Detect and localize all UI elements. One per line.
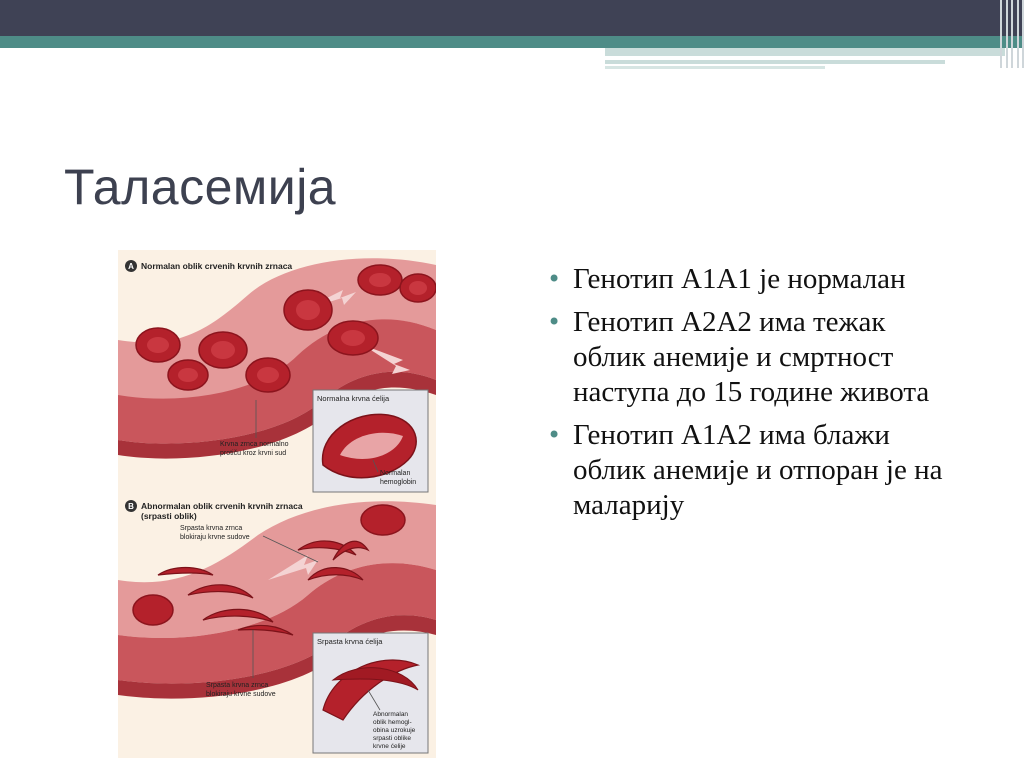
- panel-b-marker: B: [128, 502, 134, 511]
- header-vertical-lines: [998, 0, 1024, 68]
- bullet-dot-icon: •: [547, 265, 562, 293]
- red-blood-cell: [133, 595, 173, 625]
- panel-a-inset-label-2: hemoglobin: [380, 479, 417, 486]
- red-blood-cell: [361, 505, 405, 535]
- panel-a-marker: A: [128, 262, 134, 271]
- panel-a-inset-title: Normalna krvna ćelija: [317, 394, 390, 403]
- panel-b-callout-bottom-2: blokiraju krvne sudove: [206, 691, 276, 698]
- panel-b-inset-title: Srpasta krvna ćelija: [317, 637, 383, 646]
- bullet-list: [545, 262, 965, 531]
- bullet-item: [545, 262, 965, 297]
- slide-title: Таласемија: [64, 159, 337, 215]
- header-teal-band: [0, 36, 1024, 48]
- bullet-item: [545, 418, 965, 523]
- header-light-strip: [605, 48, 1005, 56]
- panel-b-inset-label-3: obina uzrokuje: [373, 727, 416, 734]
- bullet-dot-icon: •: [547, 308, 562, 336]
- panel-a-callout-line2: protiču kroz krvni sud: [220, 450, 287, 457]
- panel-a-callout-line1: Krvna zrnca normalno: [220, 441, 289, 448]
- panel-b-heading-sub: (srpasti oblik): [141, 511, 197, 521]
- bullet-text: Генотип А2А2 има тежак облик анемије и смртност наступа до 15 године живота: [573, 306, 930, 408]
- header-dark-band: [0, 0, 1024, 36]
- panel-b-inset-label-5: krvne ćelije: [373, 743, 406, 750]
- header-light-strip: [605, 66, 825, 69]
- bullet-dot-icon: •: [547, 421, 562, 449]
- panel-a: [118, 258, 436, 492]
- bullet-text: Генотип А1А2 има блажи облик анемије и отпоран је на маларију: [573, 419, 943, 521]
- panel-a-heading: Normalan oblik crvenih krvnih zrnaca: [141, 261, 293, 271]
- panel-b-callout-bottom-1: Srpasta krvna zrnca: [206, 682, 269, 689]
- bullet-item: [545, 305, 965, 410]
- panel-a-inset-label-1: Normalan: [380, 470, 411, 477]
- panel-b-heading: Abnormalan oblik crvenih krvnih zrnaca: [141, 501, 303, 511]
- panel-b-inset-label-4: srpasti oblike: [373, 735, 411, 742]
- header-gap: [0, 48, 605, 52]
- panel-b-callout-top-2: blokiraju krvne sudove: [180, 534, 250, 541]
- panel-b-inset-label-1: Abnormalan: [373, 711, 409, 718]
- panel-b-callout-top-1: Srpasta krvna zrnca: [180, 525, 243, 532]
- blood-cell-figure: [118, 250, 436, 758]
- bullet-text: Генотип А1А1 је нормалан: [573, 263, 906, 295]
- panel-b-inset-label-2: oblik hemogl-: [373, 719, 412, 726]
- header-light-strip: [605, 60, 945, 64]
- panel-b: [118, 500, 436, 753]
